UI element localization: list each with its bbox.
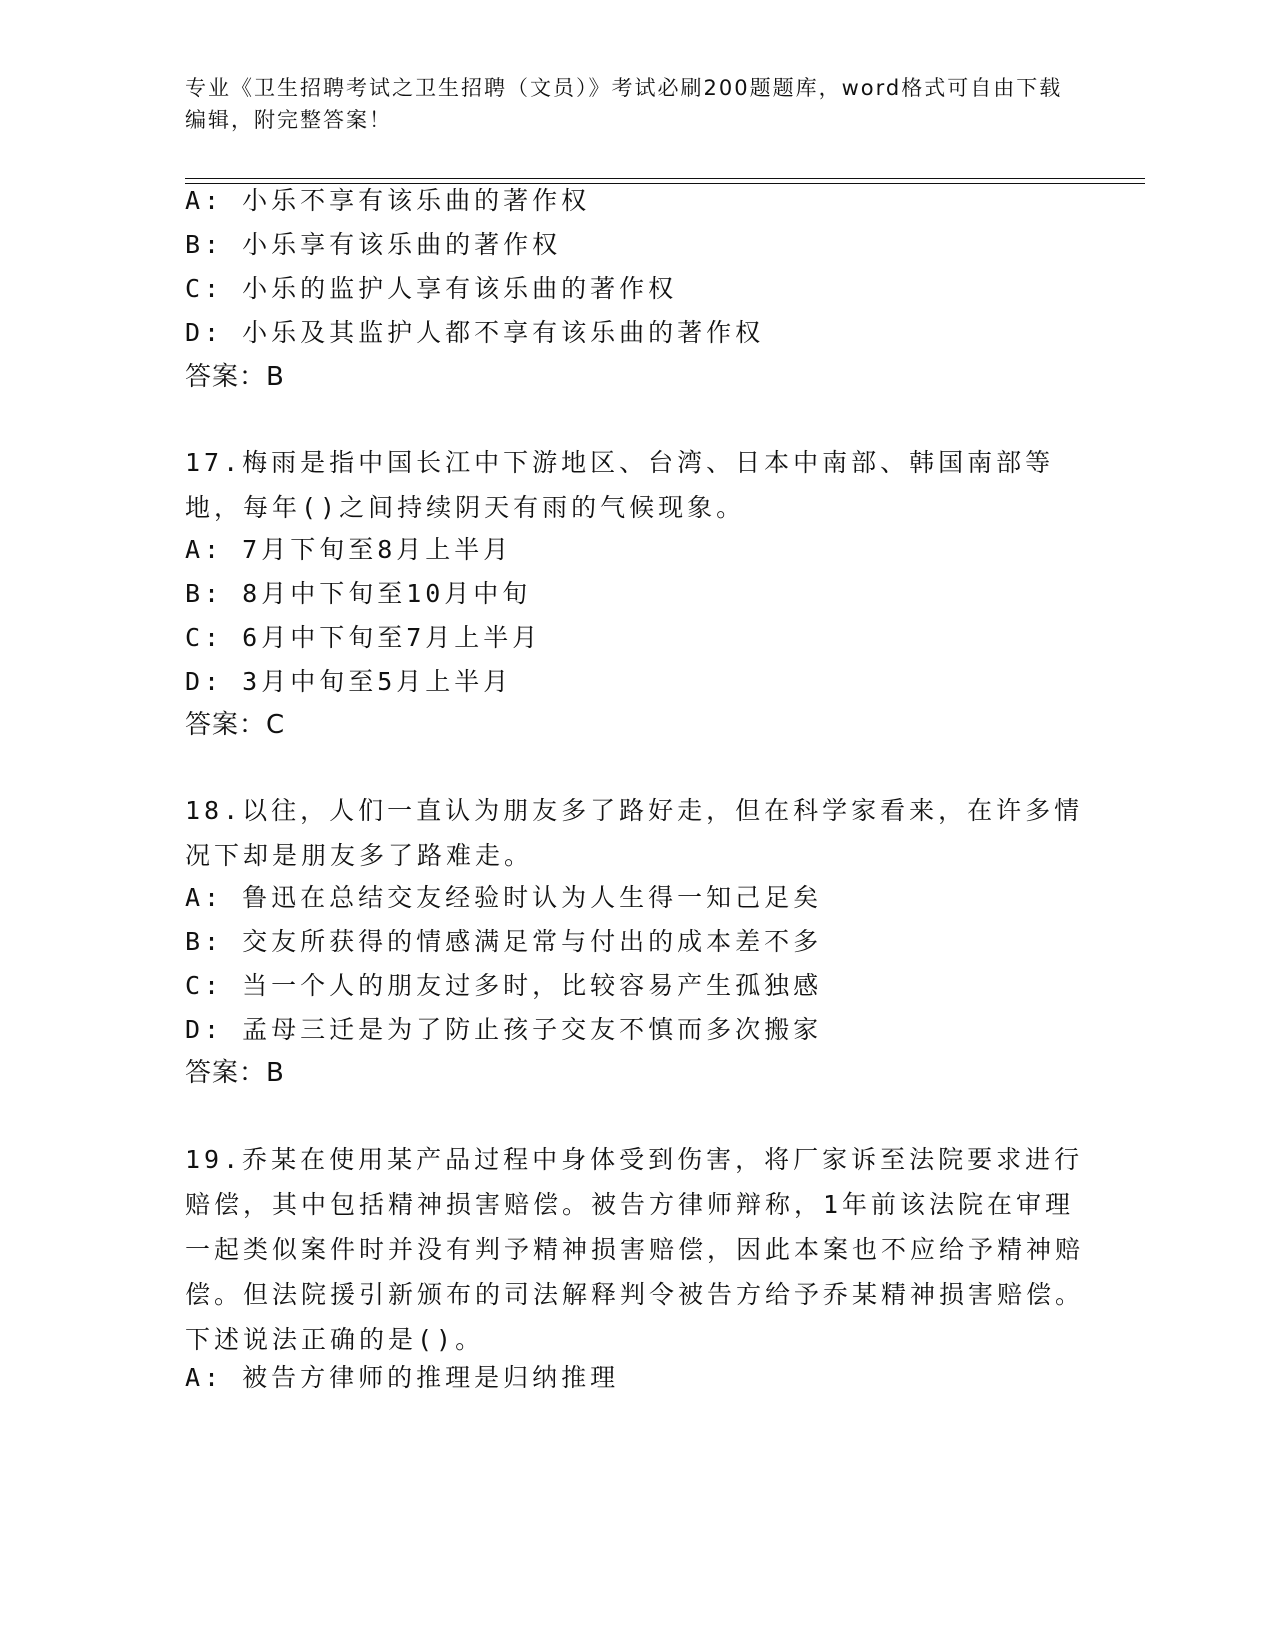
q16-option-d: D: 小乐及其监护人都不享有该乐曲的著作权 — [185, 318, 765, 347]
q17-stem: 17.梅雨是指中国长江中下游地区、台湾、日本中南部、韩国南部等地，每年()之间持续阴天有雨的气候现象。 — [185, 448, 1055, 522]
q17-answer: 答案：C — [185, 710, 286, 740]
q17-option-b: B: 8月中下旬至10月中旬 — [185, 579, 532, 608]
q17-option-c: C: 6月中下旬至7月上半月 — [185, 623, 542, 652]
q16-option-c: C: 小乐的监护人享有该乐曲的著作权 — [185, 274, 678, 303]
q18-answer: 答案：B — [185, 1058, 285, 1088]
q19-option-a: A: 被告方律师的推理是归纳推理 — [185, 1363, 620, 1392]
header-divider-top — [185, 178, 1145, 179]
q16-option-a: A: 小乐不享有该乐曲的著作权 — [185, 186, 591, 215]
q17-option-d: D: 3月中旬至5月上半月 — [185, 667, 513, 696]
header-divider-bottom — [185, 183, 1145, 184]
q18-option-d: D: 孟母三迁是为了防止孩子交友不慎而多次搬家 — [185, 1015, 823, 1044]
q17-option-a: A: 7月下旬至8月上半月 — [185, 535, 513, 564]
document-header: 专业《卫生招聘考试之卫生招聘（文员）》考试必刷200题题库，word格式可自由下载编辑，附完整答案！ — [185, 76, 1063, 132]
q18-option-b: B: 交友所获得的情感满足常与付出的成本差不多 — [185, 927, 823, 956]
q19-stem: 19.乔某在使用某产品过程中身体受到伤害，将厂家诉至法院要求进行赔偿，其中包括精神损害赔偿。被告方律师辩称，1年前该法院在审理一起类似案件时并没有判予精神损害赔偿，因此本案也不应给予精神赔偿。但法院援引新颁布的司法解释判令被告方给予乔某精神损害赔偿。下述说法正确的是()。 — [185, 1145, 1085, 1354]
q18-option-a: A: 鲁迅在总结交友经验时认为人生得一知己足矣 — [185, 883, 823, 912]
q16-option-b: B: 小乐享有该乐曲的著作权 — [185, 230, 562, 259]
q16-answer: 答案：B — [185, 362, 285, 392]
q18-stem: 18.以往，人们一直认为朋友多了路好走，但在科学家看来，在许多情况下却是朋友多了路难走。 — [185, 796, 1084, 870]
q18-option-c: C: 当一个人的朋友过多时，比较容易产生孤独感 — [185, 971, 823, 1000]
